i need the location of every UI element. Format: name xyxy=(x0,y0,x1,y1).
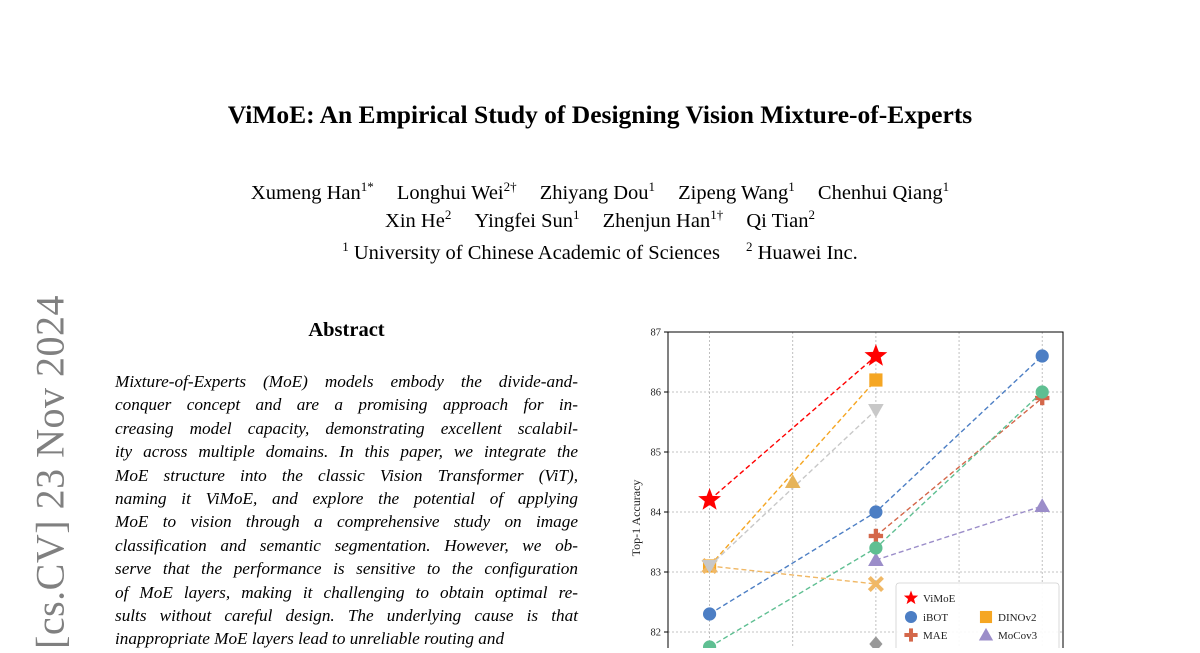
data-point xyxy=(785,474,801,488)
data-point xyxy=(869,373,882,386)
affiliation-mark: 1 xyxy=(342,239,349,254)
affiliation-name: Huawei Inc. xyxy=(757,241,858,264)
y-tick-label: 87 xyxy=(650,327,661,339)
data-point xyxy=(1034,498,1050,512)
legend-marker xyxy=(980,611,992,623)
author xyxy=(250,179,374,204)
abstract-line: of MoE layers, making it challenging to obtain optimal re- xyxy=(115,582,578,602)
author-affiliation-mark: 1 xyxy=(942,179,950,194)
y-tick-label: 82 xyxy=(650,627,661,639)
author-affiliation-mark: 1 xyxy=(648,179,656,194)
abstract-line: MoE to vision through a comprehensive study on image xyxy=(115,512,578,532)
data-point-shape xyxy=(869,505,882,518)
affiliation-mark: 2 xyxy=(745,239,753,254)
author xyxy=(474,207,580,232)
data-point xyxy=(869,541,882,554)
paper-title: ViMoE: An Empirical Study of Designing Vision Mixture-of-Experts xyxy=(227,100,973,129)
author xyxy=(746,207,815,232)
abstract-line: MoE structure into the classic Vision Transformer (ViT), xyxy=(115,465,578,485)
data-point xyxy=(1036,349,1049,362)
author-affiliation-mark: 1† xyxy=(710,207,724,222)
chart-series-unlabeled-8 xyxy=(785,474,801,488)
data-point-shape xyxy=(703,607,716,620)
author-affiliation-mark: 2 xyxy=(444,207,452,222)
abstract-line: naming it ViMoE, and explore the potential of applying xyxy=(115,489,578,509)
author-name: Xin He xyxy=(385,209,445,232)
data-point-shape xyxy=(698,488,721,510)
author-name: Zhiyang Dou xyxy=(539,181,649,204)
legend-marker-shape xyxy=(980,611,992,623)
authors-line-1 xyxy=(0,179,1200,205)
y-tick-label: 83 xyxy=(650,567,661,579)
abstract-line: conquer concept and are a promising approach for in- xyxy=(115,395,578,415)
abstract-heading: Abstract xyxy=(308,319,385,341)
abstract-line: serve that the performance is sensitive to the configuration xyxy=(115,559,578,579)
chart-legend xyxy=(896,583,1059,648)
authors-line-2 xyxy=(0,207,1200,233)
author-name: Qi Tian xyxy=(746,209,809,232)
chart-series-unlabeled-9 xyxy=(869,636,882,648)
author-name: Zipeng Wang xyxy=(678,181,789,204)
series-line xyxy=(710,380,876,566)
author xyxy=(817,179,950,204)
data-point xyxy=(1036,385,1049,398)
y-axis-label: Top-1 Accuracy xyxy=(629,479,643,557)
legend-label: MoCov3 xyxy=(998,629,1038,642)
author xyxy=(396,179,517,204)
data-point-shape xyxy=(869,373,882,386)
accuracy-chart xyxy=(625,322,1075,653)
affiliations xyxy=(0,239,1200,265)
affiliation-name: University of Chinese Academic of Sciences xyxy=(353,241,720,264)
data-point xyxy=(869,529,883,543)
author-name: Yingfei Sun xyxy=(474,209,573,232)
data-point xyxy=(703,640,716,648)
legend-marker-shape xyxy=(905,611,917,623)
data-point-shape xyxy=(1036,349,1049,362)
series-line xyxy=(876,398,1042,536)
legend-label: iBOT xyxy=(923,611,949,624)
data-point xyxy=(869,636,882,648)
author-name: Longhui Wei xyxy=(396,181,504,204)
y-tick-label: 86 xyxy=(650,387,661,399)
author-affiliation-mark: 2† xyxy=(503,179,517,194)
legend-marker-shape xyxy=(904,633,917,637)
author xyxy=(539,179,656,204)
abstract-line: Mixture-of-Experts (MoE) models embody the divide-and- xyxy=(115,372,578,391)
data-point-shape xyxy=(869,636,882,648)
abstract-line: inappropriate MoE layers lead to unreliable routing and xyxy=(115,629,505,649)
data-point xyxy=(703,607,716,620)
author xyxy=(385,207,452,232)
author-affiliation-mark: 1 xyxy=(788,179,795,194)
abstract-line: creasing model capacity, demonstrating excellent scalabil- xyxy=(115,418,578,438)
author-affiliation-mark: 1 xyxy=(572,207,580,222)
author-affiliation-mark: 2 xyxy=(808,207,815,222)
data-point-shape xyxy=(1036,385,1049,398)
data-point-shape xyxy=(785,474,801,488)
author-affiliation-mark: 1* xyxy=(360,179,374,194)
abstract-line: classification and semantic segmentation. However, we ob- xyxy=(115,535,578,555)
abstract-body xyxy=(115,370,578,651)
legend-label: DINOv2 xyxy=(998,611,1037,624)
author xyxy=(602,207,724,232)
author-name: Zhenjun Han xyxy=(602,209,711,232)
arxiv-identifier: [cs.CV] 23 Nov 2024 xyxy=(27,295,73,649)
author-name: Xumeng Han xyxy=(250,181,361,204)
y-tick-label: 84 xyxy=(650,507,661,519)
chart-canvas xyxy=(625,322,1075,648)
y-tick-label: 85 xyxy=(650,447,661,459)
chart-series-dinov2 xyxy=(703,373,883,572)
data-point xyxy=(698,488,721,510)
data-point-shape xyxy=(869,541,882,554)
legend-marker xyxy=(905,611,917,623)
data-point-shape xyxy=(1034,498,1050,512)
data-point-shape xyxy=(869,534,883,538)
abstract-line: sults without careful design. The underlying cause is that xyxy=(115,606,578,626)
legend-label: ViMoE xyxy=(923,592,956,605)
data-point-shape xyxy=(703,640,716,648)
legend-label: MAE xyxy=(923,629,948,642)
abstract-line: ity across multiple domains. In this paper, we integrate the xyxy=(115,442,578,462)
author xyxy=(678,179,795,204)
data-point xyxy=(869,505,882,518)
author-name: Chenhui Qiang xyxy=(817,181,943,204)
